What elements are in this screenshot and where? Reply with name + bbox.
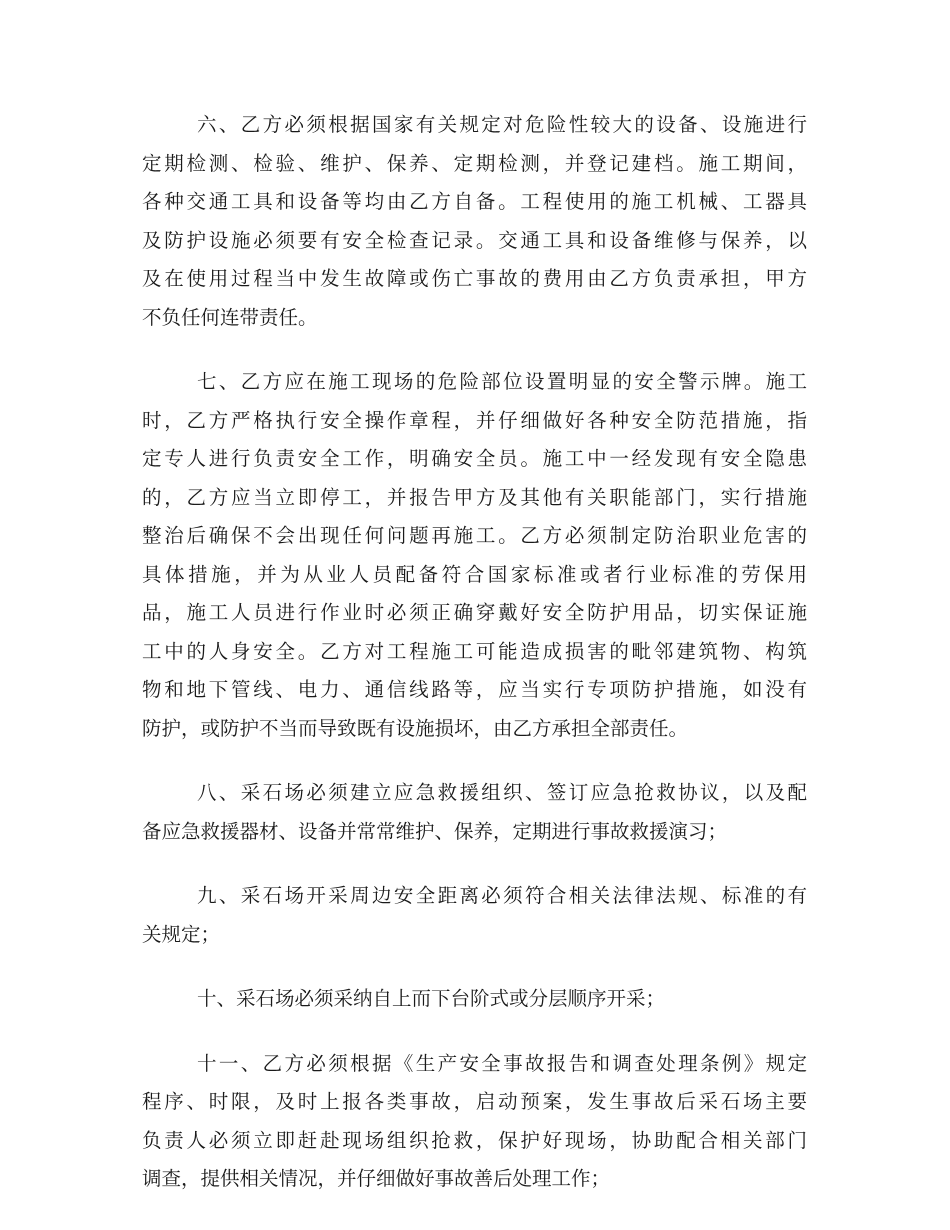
paragraph-line: 时，乙方严格执行安全操作章程，并仔细做好各种安全防范措施，指 (142, 408, 807, 432)
paragraph-line: 负责人必须立即赶赴现场组织抢救，保护好现场，协助配合相关部门 (142, 1128, 807, 1152)
paragraph-line: 具体措施，并为从业人员配备符合国家标准或者行业标准的劳保用 (142, 562, 807, 586)
paragraph-line: 整治后确保不会出现任何问题再施工。乙方必须制定防治职业危害的 (142, 524, 807, 547)
paragraph-line: 十一、乙方必须根据《生产安全事故报告和调查处理条例》规定 (197, 1051, 807, 1075)
paragraph-line: 十、采石场必须采纳自上而下台阶式或分层顺序开采； (197, 987, 666, 1010)
paragraph-11 (142, 1045, 807, 1199)
document-body (142, 106, 807, 1199)
paragraph-line: 七、乙方应在施工现场的危险部位设置明显的安全警示牌。施工 (197, 370, 807, 393)
paragraph-line: 备应急救援器材、设备并常常维护、保养，定期进行事故救援演习； (142, 819, 728, 843)
paragraph-line: 物和地下管线、电力、通信线路等，应当实行专项防护措施，如没有 (142, 678, 807, 701)
paragraph-line: 及在使用过程当中发生故障或伤亡事故的费用由乙方负责承担，甲方 (142, 267, 807, 290)
paragraph-10 (142, 980, 807, 1019)
paragraph-line: 关规定； (142, 922, 221, 946)
paragraph-line: 六、乙方必须根据国家有关规定对危险性较大的设备、设施进行 (197, 113, 807, 136)
paragraph-9 (142, 877, 807, 954)
paragraph-line: 调查，提供相关情况，并仔细做好事故善后处理工作； (142, 1167, 611, 1190)
paragraph-7 (142, 363, 807, 748)
paragraph-line: 的，乙方应当立即停工，并报告甲方及其他有关职能部门，实行措施 (142, 485, 807, 509)
paragraph-line: 及防护设施必须要有安全检查记录。交通工具和设备维修与保养，以 (142, 228, 807, 252)
paragraph-line: 不负任何连带责任。 (142, 305, 318, 329)
paragraph-line: 八、采石场必须建立应急救援组织、签订应急抢救协议，以及配 (197, 781, 807, 804)
paragraph-6 (142, 106, 807, 337)
paragraph-line: 定专人进行负责安全工作，明确安全员。施工中一经发现有安全隐患 (142, 447, 807, 470)
paragraph-8 (142, 774, 807, 851)
paragraph-line: 各种交通工具和设备等均由乙方自备。工程使用的施工机械、工器具 (142, 190, 807, 213)
paragraph-line: 工中的人身安全。乙方对工程施工可能造成损害的毗邻建筑物、构筑 (142, 639, 807, 663)
paragraph-line: 防护，或防护不当而导致既有设施损坏，由乙方承担全部责任。 (142, 716, 689, 740)
paragraph-line: 品，施工人员进行作业时必须正确穿戴好安全防护用品，切实保证施 (142, 601, 807, 624)
paragraph-line: 定期检测、检验、维护、保养、定期检测，并登记建档。施工期间， (142, 151, 807, 175)
paragraph-line: 九、采石场开采周边安全距离必须符合相关法律法规、标准的有 (197, 884, 807, 907)
paragraph-line: 程序、时限，及时上报各类事故，启动预案，发生事故后采石场主要 (142, 1090, 807, 1113)
